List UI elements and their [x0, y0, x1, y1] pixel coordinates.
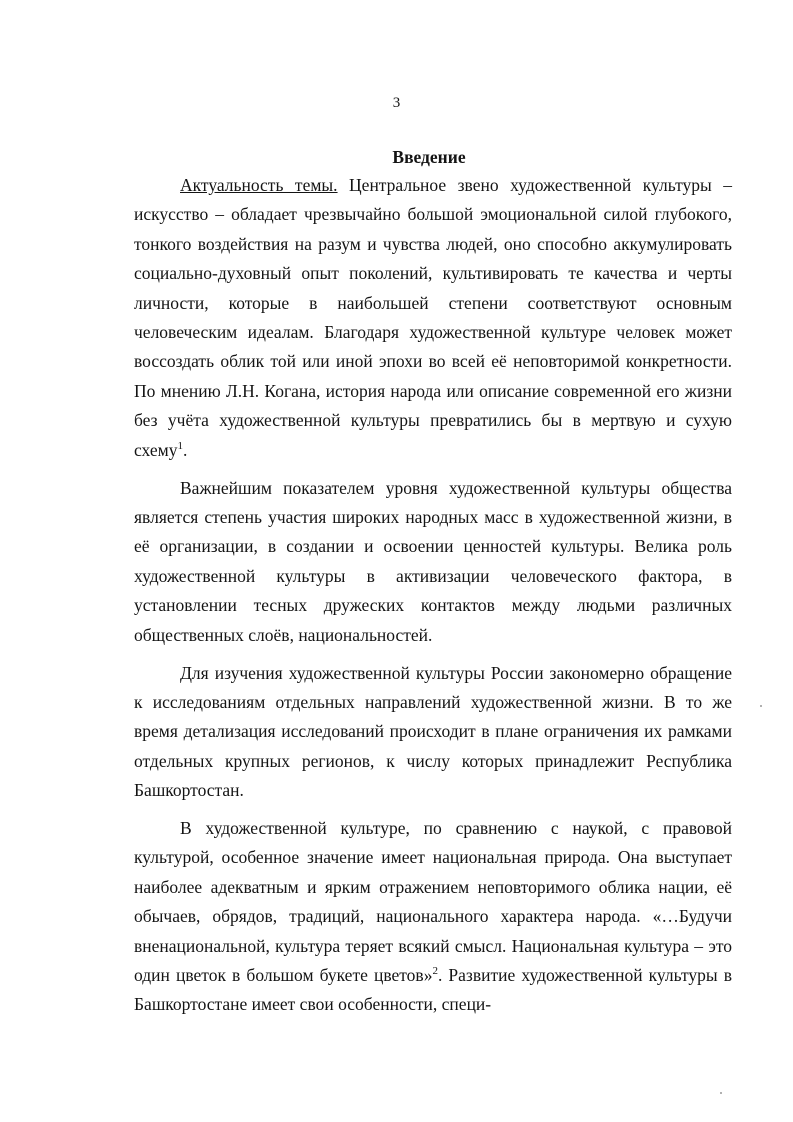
body-text	[134, 171, 732, 1028]
scan-speck	[720, 1092, 722, 1094]
paragraph-participation	[134, 474, 732, 650]
paragraph-tail: . Развитие художественной культуры в Башкортостане имеет свои особенности, специ-	[134, 965, 732, 1015]
paragraph-text: Для изучения художественной культуры России закономерно обращение к исследованиям отдельных направлений художественной жизни. В то же время детализация исследований происходит в плане ограничения их рамками отдельных крупных регионов, к числу которых принадлежит Республика Башкортостан.	[134, 662, 732, 801]
paragraph-tail: .	[182, 439, 188, 460]
footnote-ref: 1	[177, 439, 183, 452]
relevance-heading: Актуальность темы.	[180, 175, 338, 195]
footnote-ref: 2	[432, 965, 438, 978]
paragraph-relevance	[134, 171, 732, 465]
page-number: 3	[392, 95, 401, 111]
paragraph-regions	[134, 659, 732, 806]
paragraph-text: В художественной культуре, по сравнению с наукой, с правовой культурой, особенное значение имеет национальная природа. Она выступает наиболее адекватным и ярким отражением неповторимого облика нации, её обычаев, обрядов, традиций, национального характера народа. «…Будучи вненациональной, культура теряет всякий смысл. Национальная культура – это один цветок в большом букете цветов»	[134, 818, 732, 986]
scan-speck	[760, 705, 762, 707]
section-title: Введение	[392, 147, 466, 167]
paragraph-text: Центральное звено художественной культуры – искусство – обладает чрезвычайно большой эмоциональной силой глубокого, тонкого воздействия на разум и чувства людей, оно способно аккумулировать социально-духовный опыт поколений, культивировать те качества и черты личности, которые в наибольшей степени соответствуют основным человеческим идеалам. Благодаря художественной культуре человек может воссоздать облик той или иной эпохи во всей её неповторимой конкретности. По мнению Л.Н. Когана, история народа или описание современной его жизни без учёта художественной культуры превратились бы в мертвую и сухую схему	[134, 175, 732, 460]
paragraph-text: Важнейшим показателем уровня художественной культуры общества является степень участия широких народных масс в художественной жизни, в её организации, в создании и освоении ценностей культуры. Велика роль художественной культуры в активизации человеческого фактора, в установлении тесных дружеских контактов между людьми различных общественных слоёв, национальностей.	[134, 477, 732, 645]
paragraph-national	[134, 814, 732, 1020]
